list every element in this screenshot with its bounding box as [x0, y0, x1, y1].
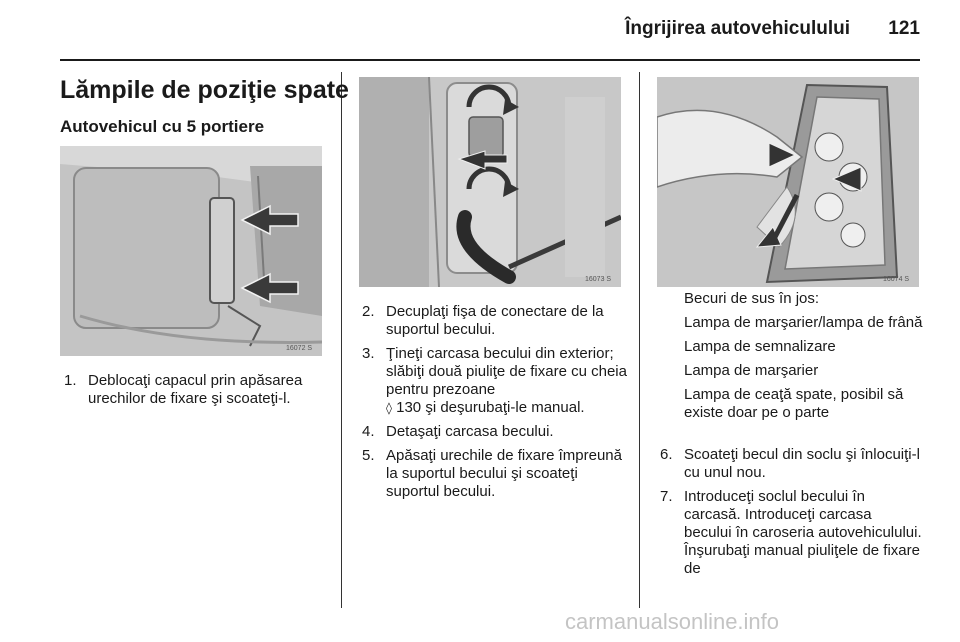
step-text: Decuplaţi fişa de conectare de la suportul becului.	[386, 303, 604, 338]
step-1	[64, 372, 334, 408]
step-text: Deblocaţi capacul prin apăsarea urechilor de fixare şi scoateţi-l.	[88, 372, 303, 407]
header-title: Îngrijirea autovehiculului	[625, 18, 850, 39]
step-number: 6.	[660, 446, 673, 463]
section-title: Lămpile de poziţie spate	[60, 76, 349, 104]
bulb-list-intro: Becuri de sus în jos:	[684, 290, 820, 307]
step-number: 5.	[362, 447, 375, 464]
step-number: 4.	[362, 423, 375, 440]
bulb-item: Lampa de semnalizare	[684, 338, 836, 355]
step-4	[362, 423, 627, 441]
step-2	[362, 303, 627, 339]
figure-code: 16074 S	[883, 276, 910, 283]
page-reference-link[interactable]: 130	[396, 399, 422, 416]
step-text: Scoateţi becul din soclu şi înlocuiţi-l cu unul nou.	[684, 446, 920, 481]
steps-column-1	[64, 372, 334, 414]
section-subtitle: Autovehicul cu 5 portiere	[60, 117, 265, 136]
bulb-order-list	[684, 290, 924, 428]
step-text-continued: şi deşurubaţi-le manual.	[425, 399, 585, 416]
step-number: 1.	[64, 372, 77, 389]
figure-bulb-holder	[657, 77, 919, 287]
figure-code: 16073 S	[585, 276, 612, 283]
step-5	[362, 447, 627, 501]
step-text: Introduceţi soclul becului în carcasă. Introduceţi carcasa becului în caroseria autovehiculului. Înşurubaţi manual piuliţele de fixare de	[684, 488, 922, 577]
step-6	[660, 446, 922, 482]
step-text: Detaşaţi carcasa becului.	[386, 423, 554, 440]
step-number: 3.	[362, 345, 375, 362]
figure-code: 16072 S	[286, 345, 313, 352]
column-divider-left	[341, 72, 342, 608]
figure-cover-removal	[60, 146, 322, 356]
step-number: 7.	[660, 488, 673, 505]
page-number: 121	[888, 18, 920, 39]
steps-column-2	[362, 303, 627, 507]
page-reference-icon: ◊	[386, 401, 392, 415]
step-3	[362, 345, 627, 417]
column-divider-right	[639, 72, 640, 608]
step-text: Apăsaţi urechile de fixare împreună la suportul becului şi scoateţi suportul becului.	[386, 447, 622, 500]
figure-housing-nuts	[359, 77, 621, 287]
header-rule	[60, 59, 920, 61]
step-text: Ţineţi carcasa becului din exterior; slăbiţi două piuliţe de fixare cu cheia pentru prezoane	[386, 345, 627, 398]
step-number: 2.	[362, 303, 375, 320]
steps-column-3	[660, 446, 922, 584]
bulb-item: Lampa de marşarier	[684, 362, 819, 379]
step-7	[660, 488, 922, 578]
watermark: carmanualsonline.info	[565, 609, 780, 634]
bulb-item: Lampa de ceaţă spate, posibil să existe doar pe o parte	[684, 386, 904, 421]
bulb-item: Lampa de marşarier/lampa de frână	[684, 314, 923, 331]
